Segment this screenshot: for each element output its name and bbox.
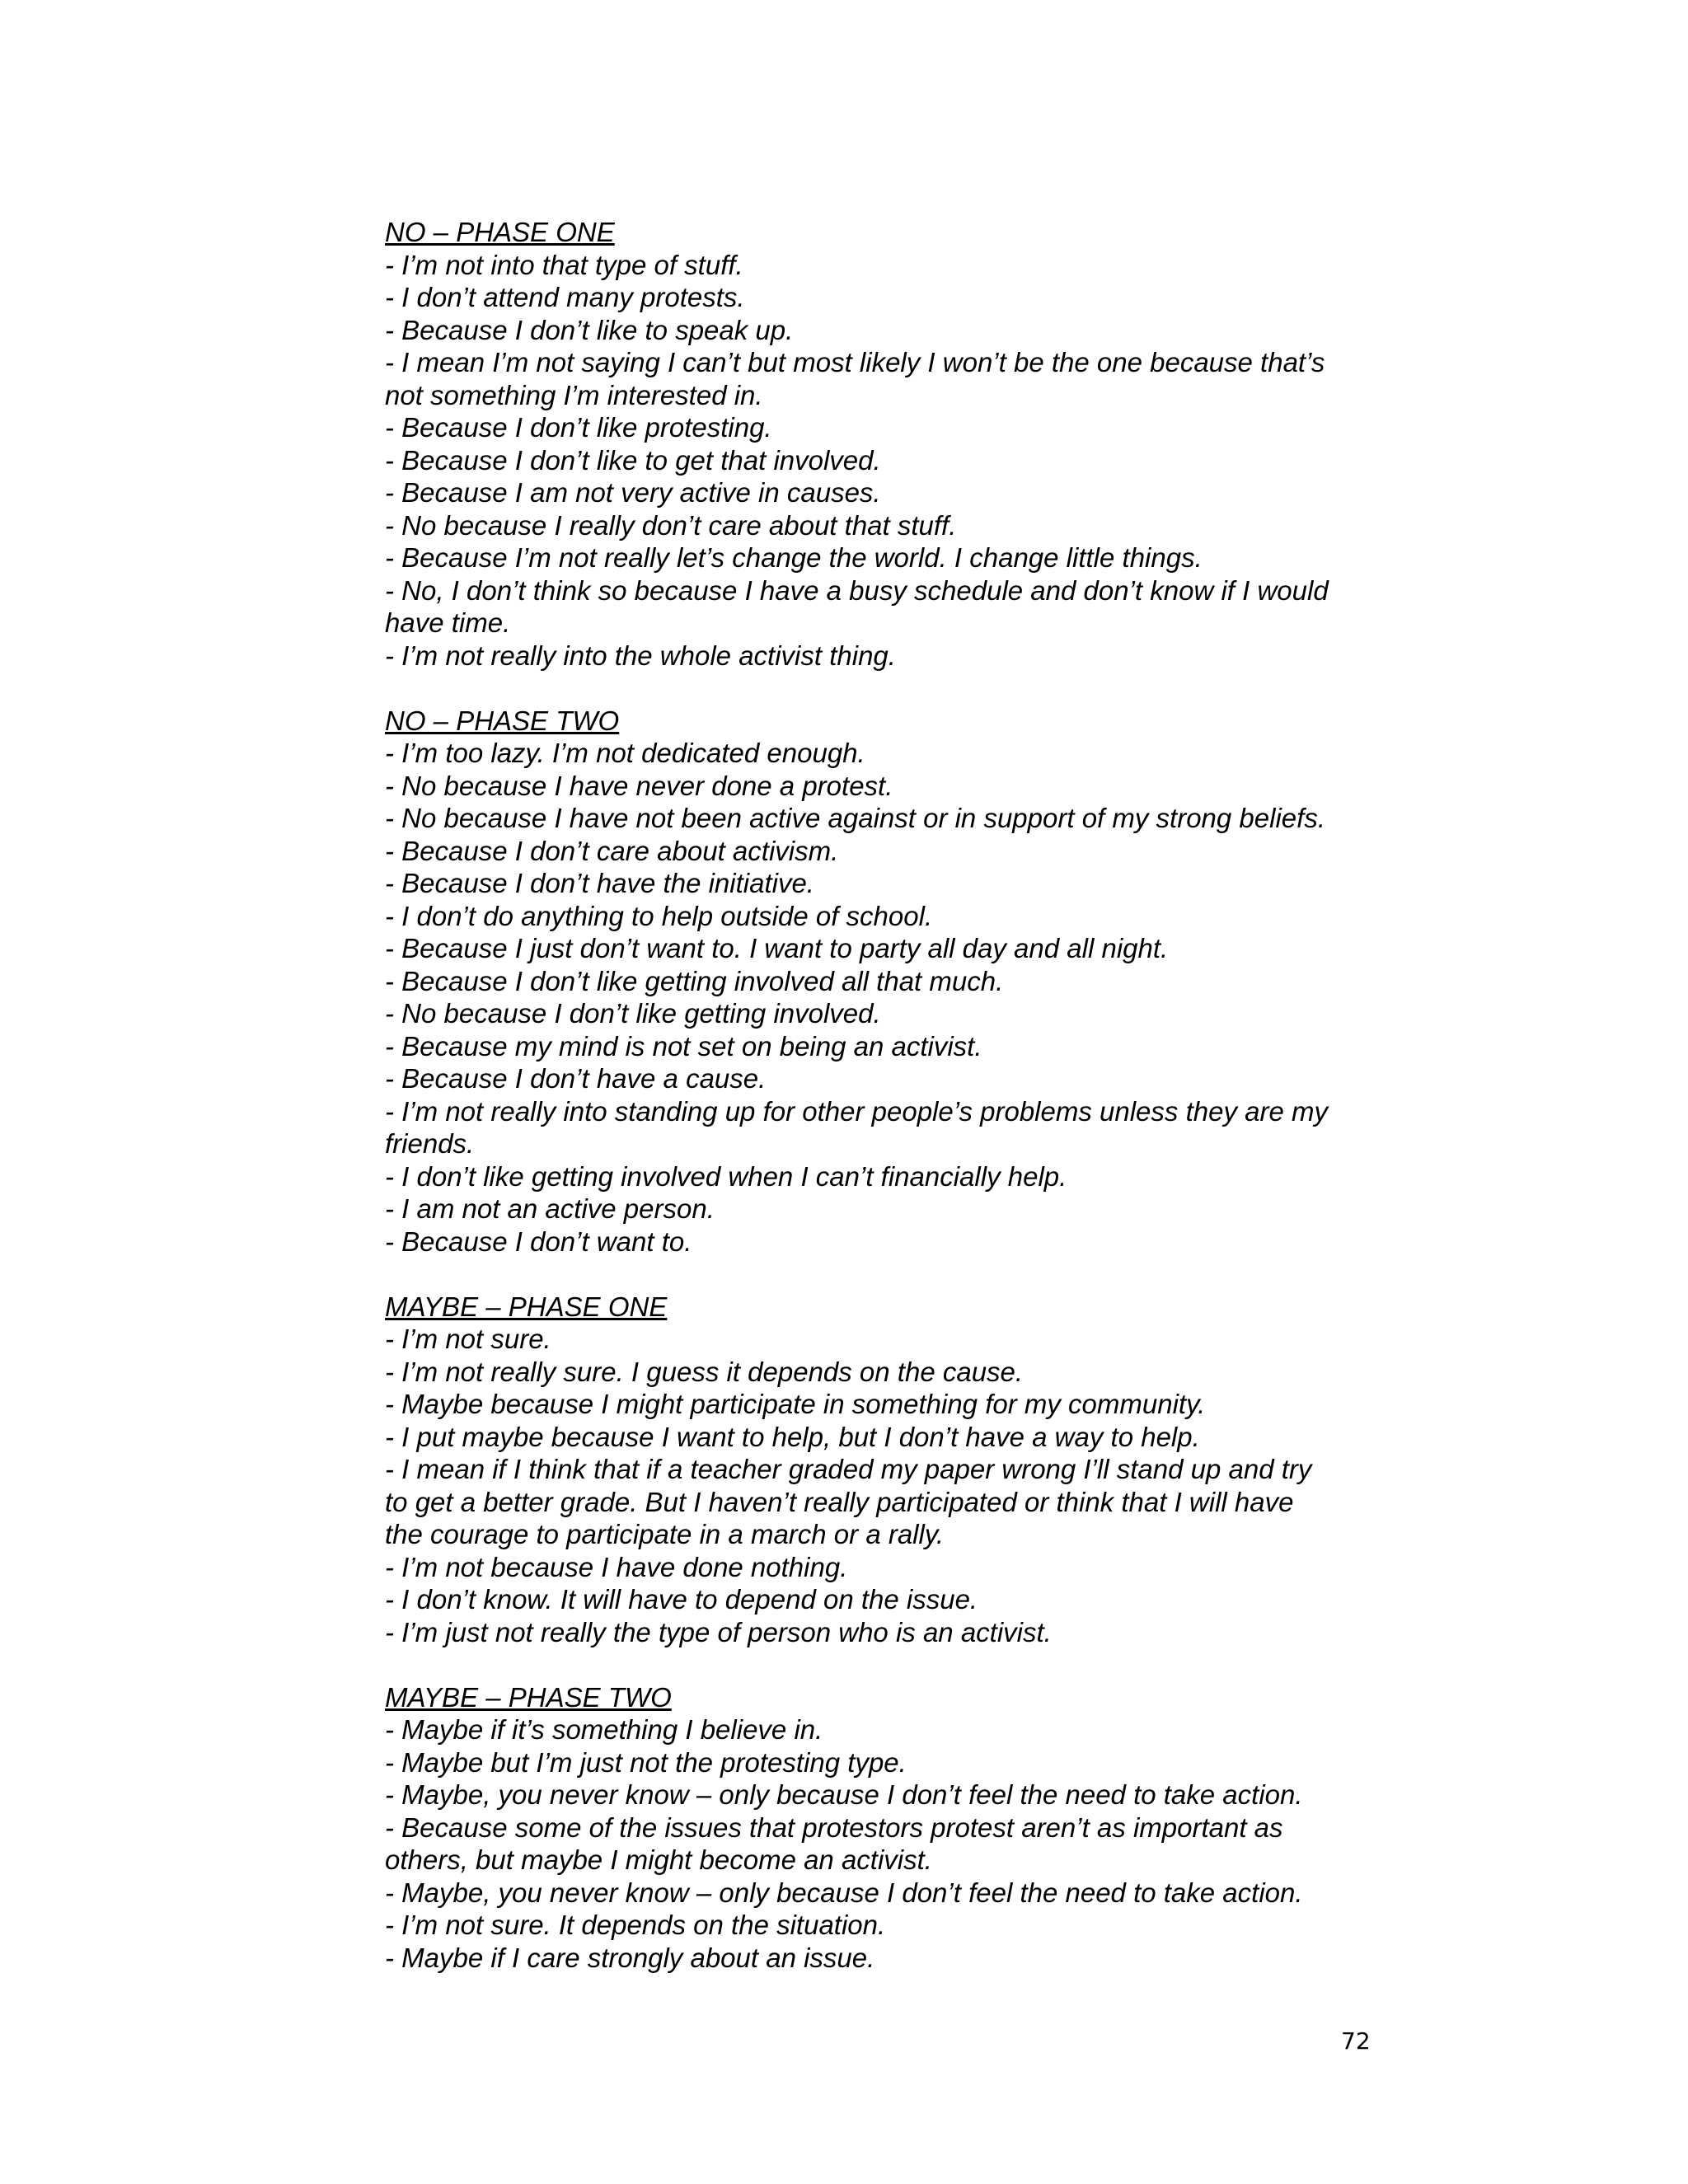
section-maybe-phase-one <box>385 1291 1390 1649</box>
response-line: - No because I have never done a protest. <box>385 770 893 801</box>
response-line: - I don’t attend many protests. <box>385 282 745 312</box>
response-line: - Because I don’t like getting involved all that much. <box>385 965 1004 996</box>
response-list <box>385 737 1390 1258</box>
response-line: - I’m not really into standing up for other people’s problems unless they are my <box>385 1095 1328 1127</box>
response-line: - Because I am not very active in causes. <box>385 477 881 508</box>
section-heading: NO – PHASE ONE <box>385 217 615 247</box>
response-line: - Maybe, you never know – only because I don’t feel the need to take action. <box>385 1877 1303 1908</box>
response-line: - Maybe if it’s something I believe in. <box>385 1714 823 1745</box>
response-line: - Because I don’t want to. <box>385 1226 692 1257</box>
response-line: - Because I don’t care about activism. <box>385 835 839 866</box>
response-line: - I mean I’m not saying I can’t but most likely I won’t be the one because that’s <box>385 347 1325 377</box>
section-maybe-phase-two <box>385 1681 1390 1975</box>
response-line: - Because some of the issues that protestors protest aren’t as important as <box>385 1811 1283 1843</box>
response-list <box>385 249 1390 673</box>
response-line: - I don’t like getting involved when I can’t financially help. <box>385 1160 1067 1192</box>
response-line: - Maybe, you never know – only because I don’t feel the need to take action. <box>385 1779 1303 1810</box>
section-heading: NO – PHASE TWO <box>385 705 620 736</box>
response-line: - I’m not sure. <box>385 1324 551 1354</box>
response-line: - Because I don’t have a cause. <box>385 1063 767 1094</box>
response-line: - No because I have not been active against or in support of my strong beliefs. <box>385 803 1325 833</box>
section-heading: MAYBE – PHASE ONE <box>385 1291 668 1322</box>
response-line: - Because I just don’t want to. I want to party all day and all night. <box>385 933 1169 963</box>
response-line: have time. <box>385 607 511 638</box>
response-line: - I am not an active person. <box>385 1193 715 1224</box>
response-line: others, but maybe I might become an activist. <box>385 1844 932 1875</box>
response-line: the courage to participate in a march or a rally. <box>385 1519 945 1549</box>
response-line: - I’m not because I have done nothing. <box>385 1551 848 1582</box>
response-line: - I’m just not really the type of person who is an activist. <box>385 1616 1052 1647</box>
response-line: - I put maybe because I want to help, but I don’t have a way to help. <box>385 1421 1200 1452</box>
response-line: - Because I don’t have the initiative. <box>385 868 814 898</box>
response-line: - I’m not really into the whole activist thing. <box>385 640 896 671</box>
response-line: - Because I don’t like to speak up. <box>385 314 794 345</box>
response-line: - No because I really don’t care about that stuff. <box>385 509 957 541</box>
section-heading: MAYBE – PHASE TWO <box>385 1681 672 1713</box>
response-list <box>385 1323 1390 1648</box>
response-line: not something I’m interested in. <box>385 379 763 410</box>
response-line: to get a better grade. But I haven’t really participated or think that I will have <box>385 1486 1294 1517</box>
response-line: - Because I don’t like to get that involved. <box>385 444 881 476</box>
response-line: - I mean if I think that if a teacher graded my paper wrong I’ll stand up and try <box>385 1454 1312 1484</box>
document-body <box>385 216 1390 2007</box>
section-no-phase-one <box>385 216 1390 672</box>
response-line: - I’m not into that type of stuff. <box>385 249 743 280</box>
response-line: - I don’t do anything to help outside of school. <box>385 900 933 931</box>
response-line: - I’m not sure. It depends on the situation. <box>385 1910 886 1940</box>
response-list <box>385 1713 1390 1974</box>
response-line: - Because I’m not really let’s change the world. I change little things. <box>385 542 1203 573</box>
response-line: - No, I don’t think so because I have a busy schedule and don’t know if I would <box>385 574 1329 606</box>
section-no-phase-two <box>385 705 1390 1258</box>
response-line: - Because I don’t like protesting. <box>385 412 772 443</box>
response-line: - No because I don’t like getting involved. <box>385 998 881 1029</box>
response-line: - Maybe if I care strongly about an issue. <box>385 1942 875 1973</box>
response-line: - I’m not really sure. I guess it depends on the cause. <box>385 1356 1024 1387</box>
response-line: - I’m too lazy. I’m not dedicated enough. <box>385 738 865 768</box>
response-line: - Because my mind is not set on being an activist. <box>385 1030 982 1062</box>
response-line: friends. <box>385 1128 475 1159</box>
page-number: 72 <box>1341 2027 1371 2055</box>
response-line: - I don’t know. It will have to depend on the issue. <box>385 1584 978 1615</box>
response-line: - Maybe but I’m just not the protesting type. <box>385 1746 907 1778</box>
response-line: - Maybe because I might participate in something for my community. <box>385 1389 1206 1419</box>
